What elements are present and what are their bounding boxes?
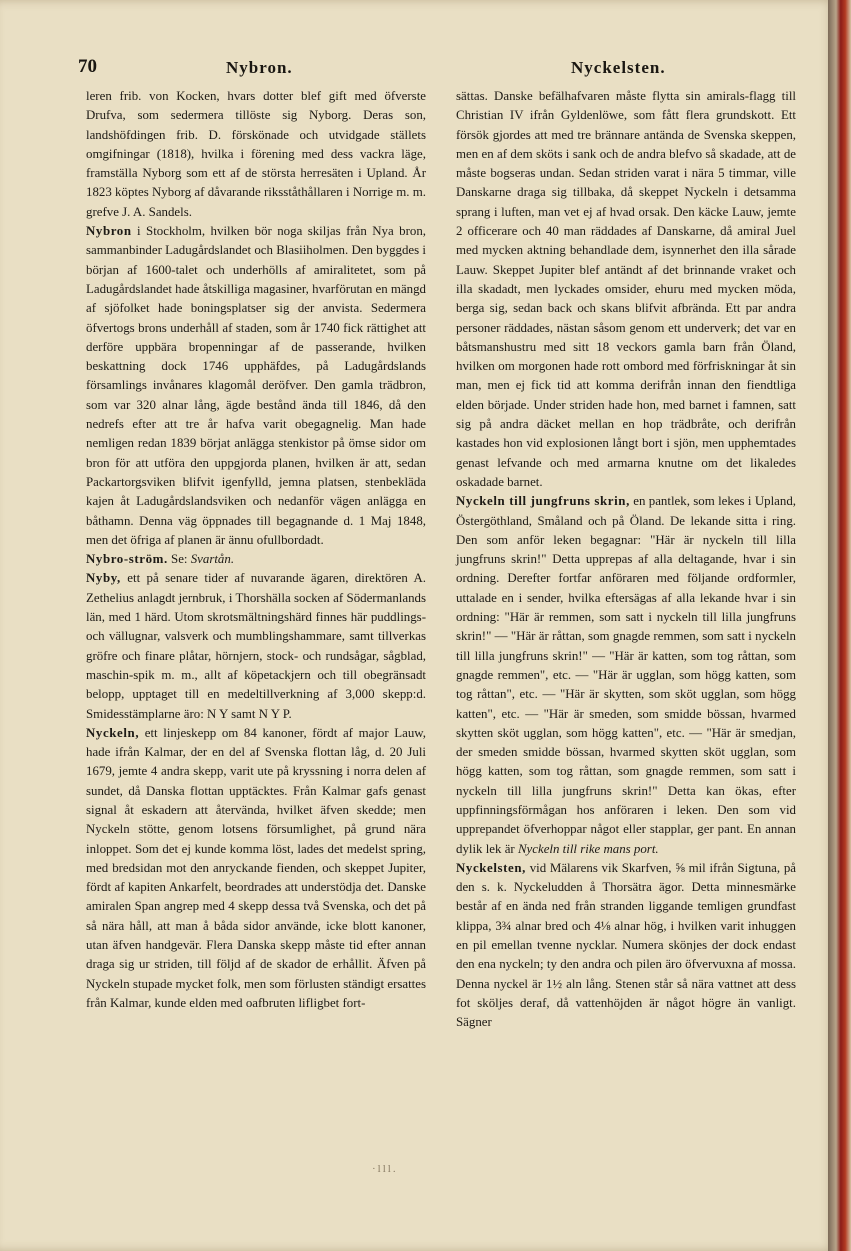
entry-nyckeln-till-jungfruns-skrin — [456, 492, 796, 859]
entry-nybro-strom-text: Se: — [167, 552, 191, 567]
entry-nyby-text: ett på senare tider af nuvarande ägaren, direktören A. Zethelius anlagdt jernbruk, i Thorshälla socken af Södermanlands län, med 1 härd. Utom skrotsmältningshärd finnes här puddlings- och vällugnar, valsverk och mumblingshammare, samt tillverkas gröfre och finare plåtar, hörnjern, stock- och rundsågar, sågblad, maschin-spik m. m., allt af köpetackjern och till obegränsadt belopp, upptaget till en medeltillverkning af 3,000 skepp:d. Smidesstämplarne äro: N Y samt N Y P. — [86, 571, 426, 721]
signature-mark: ·lll. — [372, 1163, 398, 1175]
entry-nybro-strom — [86, 550, 426, 569]
headword-nyckelsten: Nyckelsten, — [456, 860, 526, 875]
entry-continued-nyckeln: sättas. Danske befälhafvaren måste flytta sin amirals-flagg till Christian IV ifrån Gyldenlöwe, som fått flera grundskott. Ett försök gjordes att med tre brännare antända de Svenska skeppen, men en af dem sköts i sank och de andra blefvo så skadade, att de måste bogseras undan. Sedan striden varat i nära 5 timmar, ville Danskarne draga sig tillbaka, då skeppet Nyckeln i detsamma sprang i luften, man vet ej af hvad orsak. Den käcke Lauw, jemte 2 officerare och 40 man räddades af Danskarne, då amiral Juel med mycken aktning behandlade dem, isynnerhet den illa sårade Lauw. Skeppet Jupiter blef antändt af det brinnande vraket och illa skadadt, men lyckades omsider, ehuru med mycken möda, berga sig, sedan back och skans blifvit afbrända. Ett par andra personer räddades, nästan såsom genom ett underverk; det var en båtsmanshustru med sitt 18 veckors gamla barn från Öland, hvilken om morgonen hade rott ombord med förfriskningar åt sin man, men ej fick tid att komma derifrån innan den fiendtliga elden började. Under striden hade hon, med barnet i famnen, satt sig på andra däcket mellan en hop trädbråte, och derifrån kastades hon vid explosionen långt bort i sjön, men upphemtades genast lefvande och med armarna knutne om det likaledes oskadade barnet. — [456, 89, 796, 489]
entry-jungfruns-skrin-text: en pantlek, som lekes i Upland, Östergöthland, Småland och på Öland. De lekande sitta i ring. Den som anför leken begagnar: "Här är nyckeln till lilla jungfruns skrin!" Detta upprepas af alla deltagande, hvar i sin ordning. Derefter fortfar anföraren med följande ordformler, uttalade en i sender, hvilka eftersägas af alla lekande hvar i sin ordning: "Här är remmen, som satt i nyckeln till lilla jungfruns skrin!" — "Här är råttan, som gnagde remmen, som satt i nyckeln till lilla jungfruns skrin!" — "Här är katten, som tog råttan, som gnagde remmen", etc. — "Här är ugglan, som högg katten, som tog råttan", etc. — "Här är skytten, som sköt ugglan, som högg katten", etc. — "Här är smeden, som smidde bössan, hvarmed skytten sköt ugglan, som högg katten", etc. — "Här är smedjan, der smeden smidde bössan, hvarmed skytten sköt ugglan, som högg katten, som tog råttan, som gnagde remmen, som satt i nyckeln till lilla jungfruns skrin!" Detta kan ökas, efter uppfinningsförmågan hos anföraren i leken. Den som vid upprepandet öfverhoppar något eller stapplar, ger pant. En annan dylik lek är — [456, 494, 796, 856]
running-head-right: Nyckelsten. — [571, 58, 666, 77]
entry-nyby — [86, 569, 426, 723]
entry-nyckelsten-text: vid Mälarens vik Skarfven, ⅝ mil ifrån Sigtuna, på den s. k. Nyckeludden å Thorsätra ägor. Detta minnesmärke består af en ända ned från stranden liggande temligen grundfast klippa, 3¾ alnar bred och 4⅛ alnar hög, i hvilken varit inhuggen en pil emellan tvenne nycklar. Numera skönjes der dock endast den ena nyckeln; ty den andra och pilen äro öfvervuxna af mossa. Denna nyckel är 1½ aln lång. Stenen står så nära vattnet att dess fot sköljes deraf, då vattenhöjden är något högre än vanligt. Sägner — [456, 860, 796, 1030]
page-header — [78, 56, 778, 86]
entry-continued-nyborg: leren frib. von Kocken, hvars dotter blef gift med öfverste Drufva, som sedermera tillöste sig Nyborg. Deras son, landshöfdingen frib. D. förskönade och utvidgade ställets omgifningar (1818), hvilka i förening med dess vackra läge, framställa Nyborg som ett af de största herresäten i Upland. År 1823 köptes Nyborg af dåvarande riksståthållaren i Norrige m. m. grefve J. A. Sandels. — [86, 89, 426, 219]
entry-nybron — [86, 222, 426, 550]
headword-nybron: Nybron — [86, 224, 132, 239]
cross-reference-rike-mans-port: Nyckeln till rike mans port. — [517, 841, 659, 856]
right-column — [456, 87, 796, 1033]
left-column — [86, 87, 426, 1013]
headword-nybro-strom: Nybro-ström. — [86, 552, 168, 567]
running-head-left: Nybron. — [226, 58, 293, 77]
page-number: 70 — [78, 56, 97, 77]
entry-nyckelsten — [456, 859, 796, 1033]
entry-nybron-text: i Stockholm, hvilken bör noga skiljas från Nya bron, sammanbinder Ladugårdslandet och Blasiiholmen. Den byggdes i början af 1600-talet och underhölls af amiralitetet, som på Ladugårdslandet hade åtskilliga magasiner, hvarförutan en mängd af sjöfolket hade boningsplatser sig der anvista. Sedermera öfvertogs brons underhåll af staden, som år 1740 fick rättighet att derföre uppbära bropenningar af de passerande, hvilken beskattning dock 1746 upphäfdes, på Ladugårdslands församlings invånares klagomål deröfver. Den gamla trädbron, som var 320 alnar lång, ägde bestånd ända till 1846, då den nedrefs efter att tre år hafva varit obegagnelig. Man hade nemligen redan 1839 börjat anlägga stenkistor på ömse sidor om bron för att utföra den uppgjorda planen, hvilken är att, sedan Packartorgsviken blifvit igenfylld, jemna platsen, stenbekläda kajen åt Ladugårdslandsviken och nedanför vägen anlägga en båthamn. Denna väg öppnades till begagnande d. 1 Maj 1848, men det öfriga af planen är ännu ofullbordadt. — [86, 224, 426, 547]
entry-nyckeln — [86, 724, 426, 1013]
headword-nyby: Nyby, — [86, 571, 121, 586]
headword-nyckeln: Nyckeln, — [86, 725, 140, 740]
headword-nyckeln-till-jungfruns-skrin: Nyckeln till jungfruns skrin, — [456, 494, 630, 509]
cross-reference-svartan: Svartån. — [190, 552, 235, 567]
book-binding-edge — [828, 0, 851, 1251]
entry-nyckeln-text: ett linjeskepp om 84 kanoner, fördt af major Lauw, hade ifrån Kalmar, der en del af Svenska flottan låg, d. 20 Juli 1679, jemte 4 andra skepp, varit ute på kryssning i norra delen af sundet, då Danska flottan upptäcktes. Från Kalmar gafs genast signal åt eskadern att återvända, hvilket äfven skedde; men Nyckeln stötte, genom lotsens försumlighet, på grund nära inloppet. Som det ej kunde komma löst, lades det medelst spring, med bredsidan mot den anryckande fienden, och skeppet Jupiter, fördt af kapiten Ankarfelt, beordrades att understödja det. Danske amiralen Span angrep med 4 skepp dessa två Svenska, och det på så nära håll, att man å båda sidor använde, icke blott kanoner, utan äfven handgevär. Flera Danska skepp måste tid efter annan draga sig ur striden, till följd af de skador de erhållit. Äfven på Nyckeln stupade mycket folk, men som förlusten ständigt ersattes från Kalmar, kunde elden med oafbruten lifligbet fort- — [86, 725, 426, 1010]
